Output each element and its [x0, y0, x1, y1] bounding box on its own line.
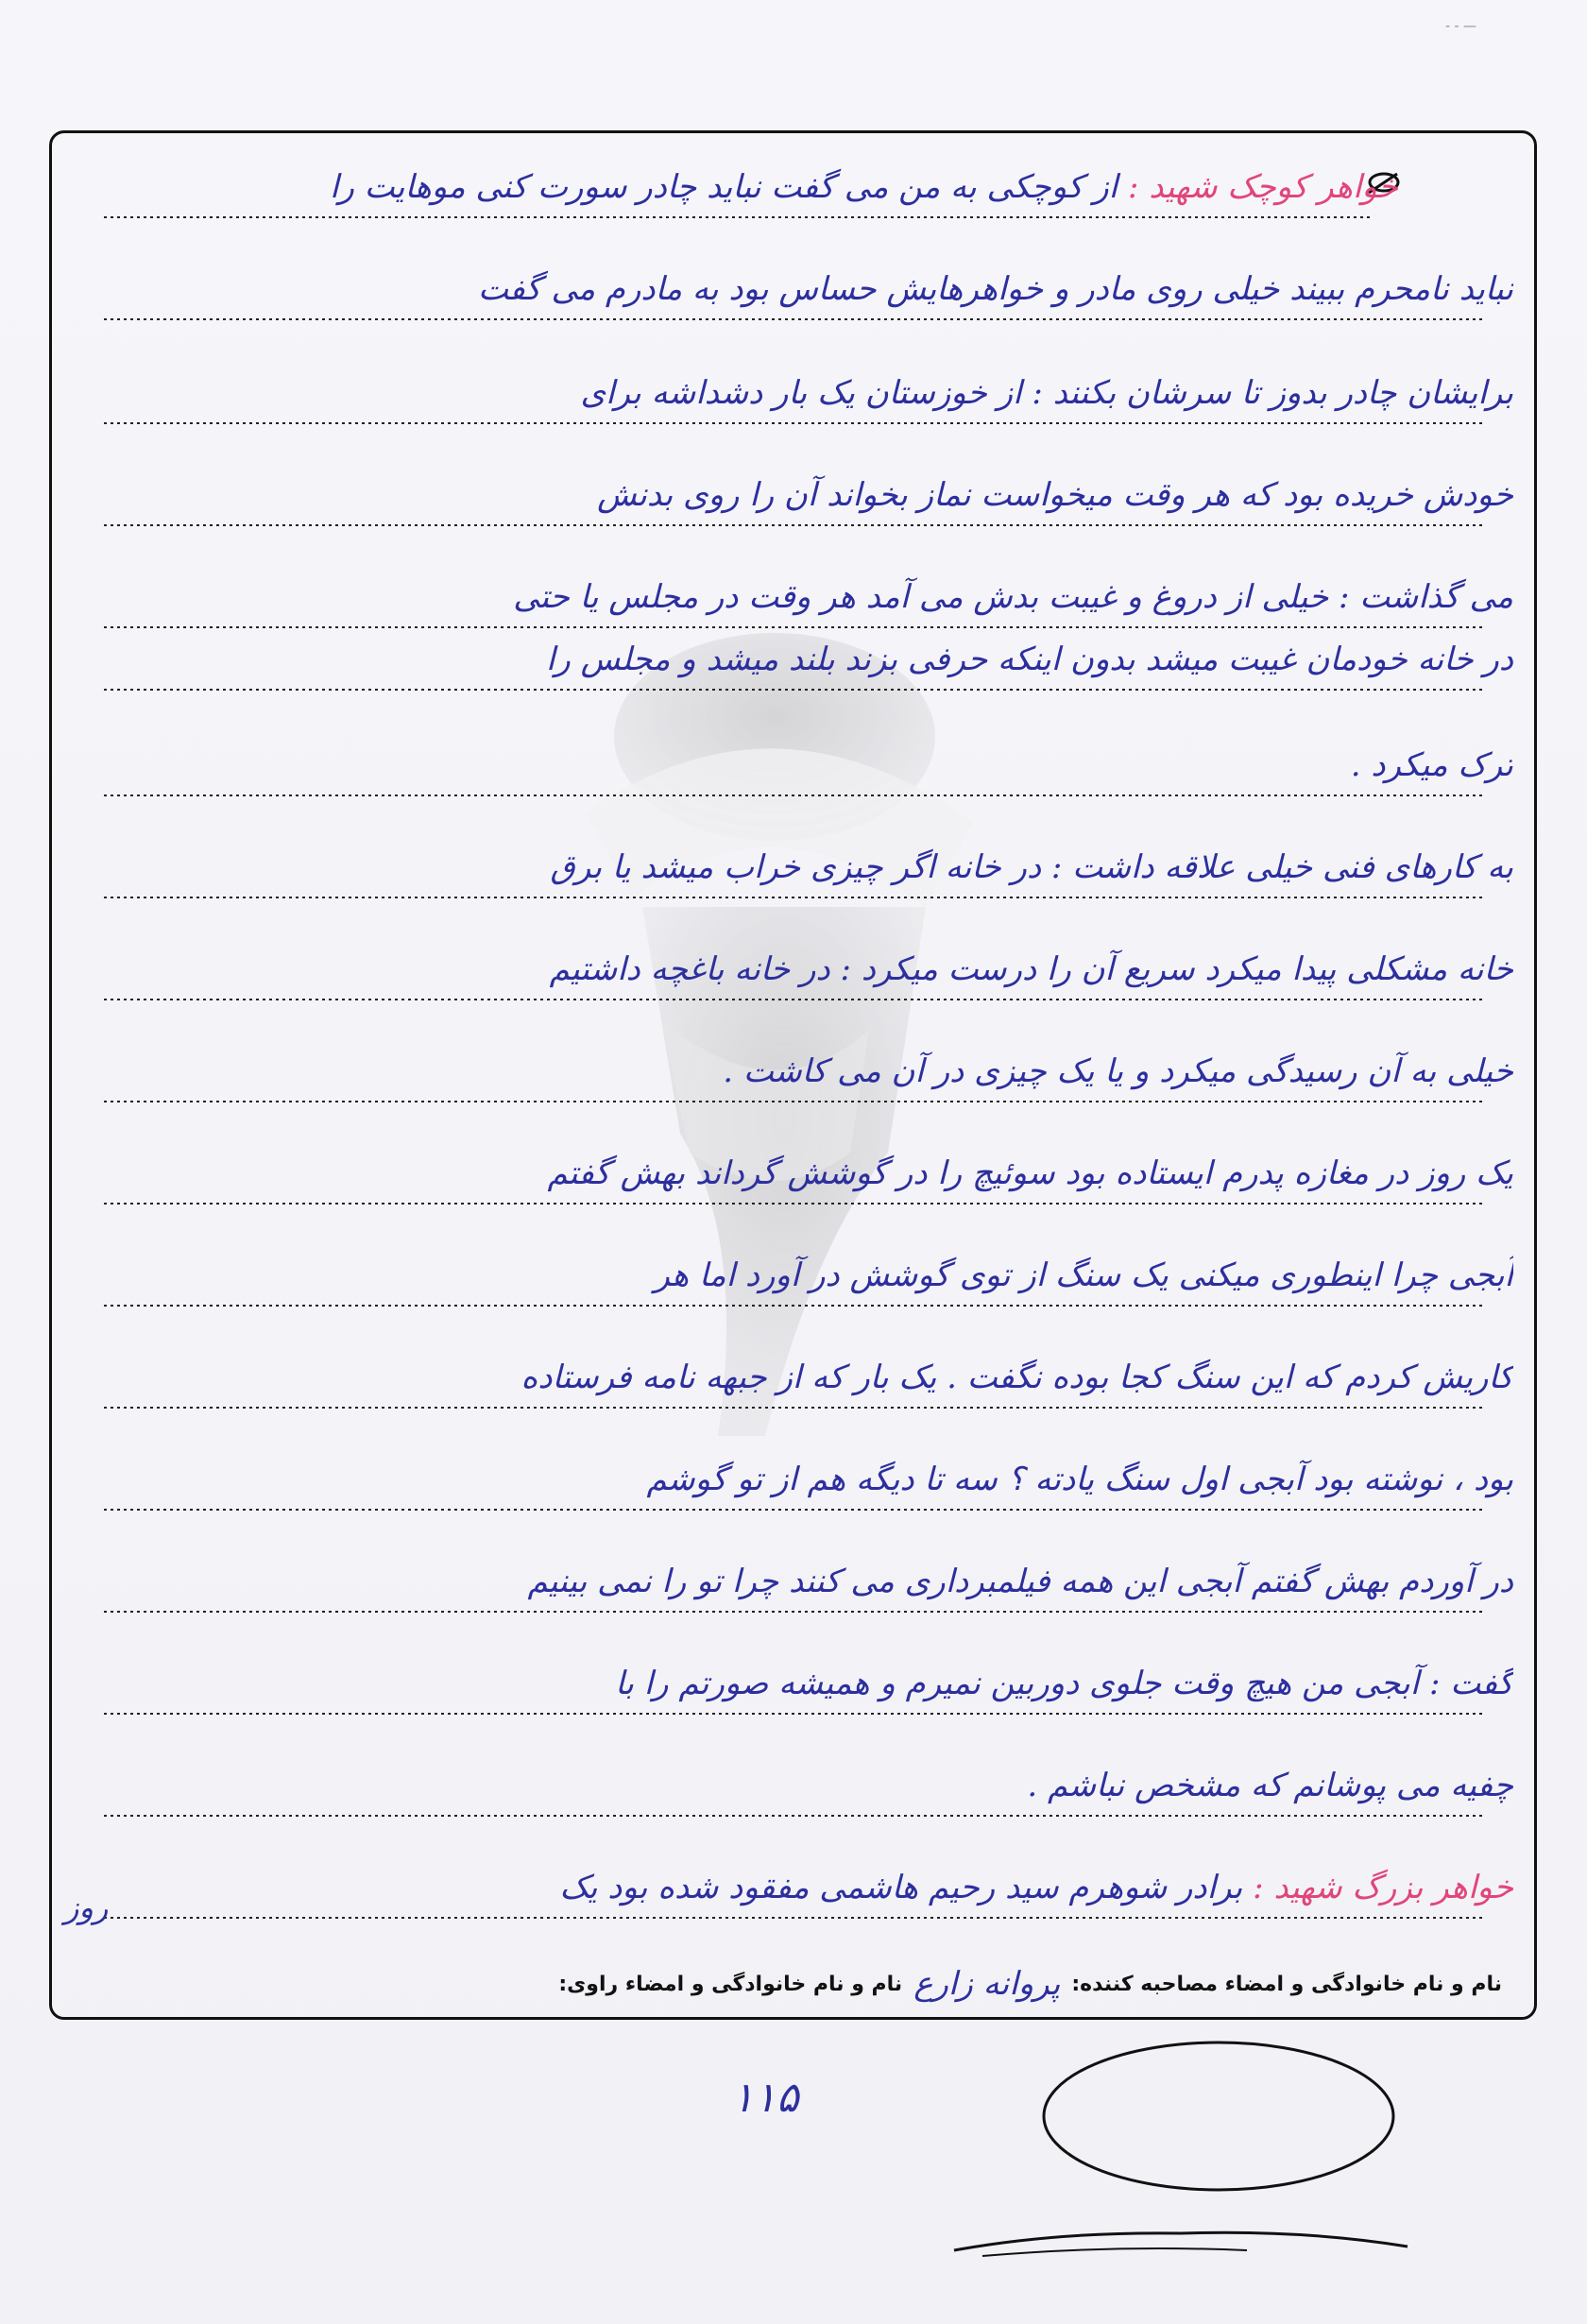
- line-text: به کارهای فنی خیلی علاقه داشت : در خانه اگر چیزی خراب میشد یا برق: [550, 848, 1513, 886]
- narrative-line: [0, 159, 1398, 217]
- narrative-line: [96, 1043, 1513, 1102]
- narrative-line: [96, 1451, 1513, 1510]
- narrative-line: [96, 1655, 1513, 1714]
- corner-mark: - - —: [1445, 19, 1477, 34]
- page-number: ۱۱۵: [731, 2074, 799, 2122]
- narrative-line: [96, 467, 1513, 525]
- line-text: ترک میکرد .: [1350, 746, 1513, 784]
- interviewer-signature-text: پروانه زارع: [913, 1965, 1061, 2003]
- narrative-line: [96, 1247, 1513, 1306]
- narrative-line: [96, 1553, 1513, 1612]
- line-text: در خانه خودمان غیبت میشد بدون اینکه حرفی بزند بلند میشد و مجلس را: [545, 641, 1513, 678]
- line-text: خیلی به آن رسیدگی میکرد و یا یک چیزی در آن می کاشت .: [723, 1052, 1513, 1090]
- line-text: از کوچکی به من می گفت نباید چادر سورت کنی موهایت را: [330, 168, 1118, 206]
- narrative-line: [96, 365, 1513, 423]
- narrative-line: [96, 737, 1513, 795]
- line-text: گفت : آبجی من هیچ وقت جلوی دوربین نمیرم و همیشه صورتم را با: [615, 1665, 1513, 1702]
- signature-footer: [76, 1960, 1502, 2008]
- line-text: کاریش کردم که این سنگ کجا بوده نگفت . یک بار که از جبهه نامه فرستاده: [520, 1359, 1513, 1396]
- narrator-label: نام و نام خانوادگی و امضاء راوی:: [558, 1972, 903, 1996]
- line-text: در آوردم بهش گفتم آبجی این همه فیلمبرداری می کنند چرا تو را نمی بینیم: [527, 1563, 1513, 1600]
- narrative-line: [96, 839, 1513, 897]
- line-text: یک روز در مغازه پدرم ایستاده بود سوئیچ را در گوشش گرداند بهش گفتم: [547, 1154, 1513, 1192]
- narrative-line: [96, 1859, 1513, 1918]
- line-text: بود ، نوشته بود آبجی اول سنگ یادته ؟ سه تا دیگه هم از تو گوشم: [646, 1461, 1513, 1498]
- narrative-line: [96, 631, 1513, 690]
- line-text: می گذاشت : خیلی از دروغ و غیبت بدش می آمد هر وقت در مجلس یا حتی: [513, 578, 1513, 616]
- line-text: نباید نامحرم ببیند خیلی روی مادر و خواهرهایش حساس بود به مادرم می گفت: [477, 270, 1513, 308]
- interviewer-label: نام و نام خانوادگی و امضاء مصاحبه کننده:: [1071, 1972, 1502, 1996]
- narrative-line: [96, 1349, 1513, 1408]
- margin-word: روز: [64, 1889, 109, 1925]
- line-text: خانه مشکلی پیدا میکرد سریع آن را درست میکرد : در خانه باغچه داشتیم: [549, 950, 1513, 988]
- narrative-line: [96, 261, 1513, 319]
- narrative-line: [96, 941, 1513, 1000]
- line-text: خودش خریده بود که هر وقت میخواست نماز بخواند آن را روی بدنش: [597, 476, 1513, 514]
- line-text: آبجی چرا اینطوری میکنی یک سنگ از توی گوشش در آورد اما هر: [654, 1256, 1513, 1294]
- speaker-label: خواهر بزرگ شهید :: [1253, 1869, 1513, 1906]
- line-text: برایشان چادر بدوز تا سرشان بکنند : از خوزستان یک بار دشداشه برای: [580, 374, 1513, 412]
- line-text: چفیه می پوشانم که مشخص نباشم .: [1027, 1767, 1513, 1804]
- narrative-line: [96, 1757, 1513, 1816]
- narrative-line: [96, 1145, 1513, 1204]
- narrative-line: [96, 569, 1513, 627]
- speaker-label: خواهر کوچک شهید :: [1127, 168, 1398, 206]
- line-text: برادر شوهرم سید رحیم هاشمی مفقود شده بود یک: [559, 1869, 1243, 1906]
- narrator-signature-icon: [945, 2031, 1417, 2277]
